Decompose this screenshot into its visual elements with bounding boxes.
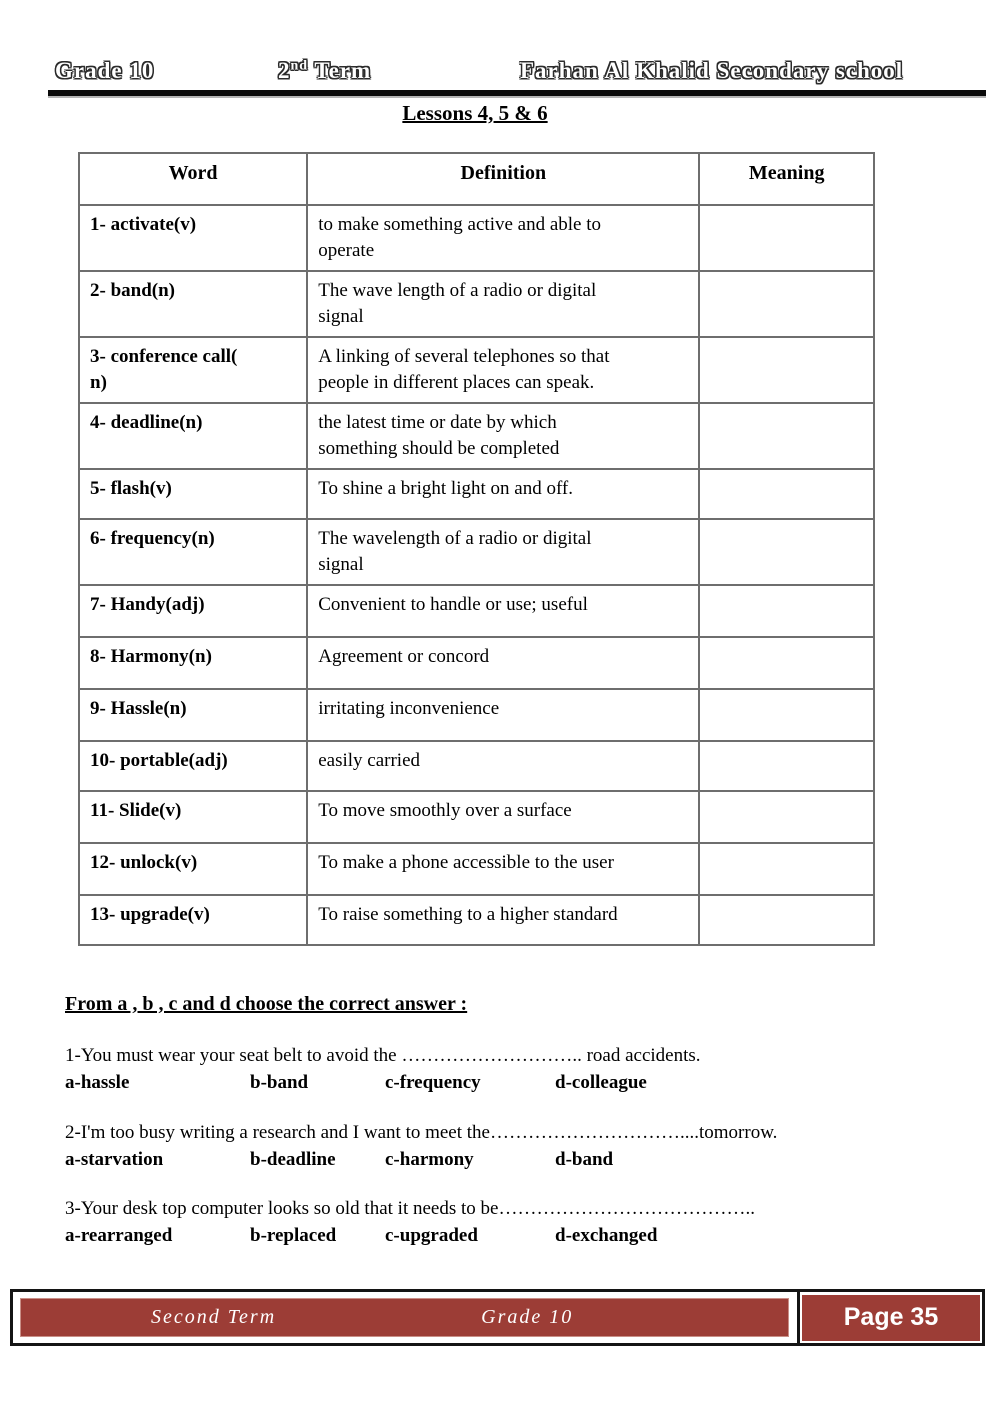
meaning-cell [699,843,874,895]
page-number-label: Page 35 [843,1303,939,1331]
definition-cell: A linking of several telephones so that people in different places can speak. [307,337,699,403]
table-row [79,519,874,585]
header-term [278,58,371,84]
word-cell: 11- Slide(v) [79,791,307,843]
option-c: c-frequency [385,1072,481,1093]
definition-cell: To raise something to a higher standard [307,895,699,945]
table-row [79,403,874,469]
definition-cell: Agreement or concord [307,637,699,689]
table-row [79,271,874,337]
column-header-definition: Definition [307,153,699,205]
question-2 [65,1120,777,1173]
footer-page-cell [797,1292,982,1343]
definition-cell: the latest time or date by which something should be completed [307,403,699,469]
meaning-cell [699,469,874,519]
question-3-options [65,1223,755,1249]
meaning-cell [699,337,874,403]
option-b: b-band [250,1072,309,1093]
table-row [79,205,874,271]
page-title: Lessons 4, 5 & 6 [402,101,548,125]
question-2-text: 2-I'm too busy writing a research and I want to meet the…………………………....tomorrow. [65,1122,778,1143]
word-cell: 9- Hassle(n) [79,689,307,741]
definition-cell: To shine a bright light on and off. [307,469,699,519]
definition-cell: The wavelength of a radio or digital signal [307,519,699,585]
option-c: c-harmony [385,1149,474,1170]
word-cell: 13- upgrade(v) [79,895,307,945]
table-row [79,689,874,741]
definition-cell: Convenient to handle or use; useful [307,585,699,637]
word-cell: 4- deadline(n) [79,403,307,469]
definition-cell: irritating inconvenience [307,689,699,741]
question-1-text: 1-You must wear your seat belt to avoid the ……………………….. road accidents. [65,1045,701,1066]
definition-cell: to make something active and able to operate [307,205,699,271]
option-d: d-exchanged [555,1225,658,1246]
header-term-word: Term [308,58,372,83]
meaning-cell [699,205,874,271]
option-b: b-replaced [250,1225,337,1246]
word-cell: 3- conference call( n) [79,337,307,403]
header-school-name: Farhan Al Khalid Secondary school [520,58,904,83]
table-header-row [79,153,874,205]
option-d: d-colleague [555,1072,647,1093]
column-header-meaning: Meaning [699,153,874,205]
word-cell: 1- activate(v) [79,205,307,271]
word-cell: 5- flash(v) [79,469,307,519]
definition-cell: To move smoothly over a surface [307,791,699,843]
definition-cell: easily carried [307,741,699,791]
meaning-cell [699,519,874,585]
footer-banner [20,1298,789,1337]
word-cell: 2- band(n) [79,271,307,337]
meaning-cell [699,403,874,469]
word-cell: 8- Harmony(n) [79,637,307,689]
table-row [79,337,874,403]
meaning-cell [699,791,874,843]
table-row [79,469,874,519]
header-term-ordinal: nd [290,58,309,74]
meaning-cell [699,689,874,741]
table-row [79,791,874,843]
table-row [79,585,874,637]
meaning-cell [699,637,874,689]
word-cell: 10- portable(adj) [79,741,307,791]
page-header [0,58,992,92]
word-cell: 12- unlock(v) [79,843,307,895]
meaning-cell [699,741,874,791]
meaning-cell [699,271,874,337]
question-1 [65,1043,701,1096]
header-divider-line [48,90,986,98]
table-row [79,895,874,945]
page-number-badge [802,1295,980,1341]
question-2-options [65,1147,777,1173]
option-d: d-band [555,1149,614,1170]
header-grade: Grade 10 [55,58,155,83]
option-a: a-starvation [65,1149,164,1170]
footer-term-label: Second Term [151,1306,277,1328]
vocabulary-table [78,152,875,946]
definition-cell: To make a phone accessible to the user [307,843,699,895]
word-cell: 6- frequency(n) [79,519,307,585]
table-row [79,741,874,791]
word-cell: 7- Handy(adj) [79,585,307,637]
meaning-cell [699,895,874,945]
option-a: a-rearranged [65,1225,173,1246]
definition-cell: The wave length of a radio or digital signal [307,271,699,337]
question-3-text: 3-Your desk top computer looks so old that it needs to be………………………………….. [65,1198,755,1219]
footer-grade-label: Grade 10 [481,1306,574,1328]
option-c: c-upgraded [385,1225,478,1246]
header-term-number: 2 [278,58,291,83]
option-a: a-hassle [65,1072,130,1093]
table-row [79,637,874,689]
meaning-cell [699,585,874,637]
option-b: b-deadline [250,1149,336,1170]
exercise-instruction: From a , b , c and d choose the correct answer : [65,993,468,1015]
table-row [79,843,874,895]
question-1-options [65,1070,701,1096]
column-header-word: Word [79,153,307,205]
page-footer [10,1289,985,1346]
question-3 [65,1196,755,1249]
